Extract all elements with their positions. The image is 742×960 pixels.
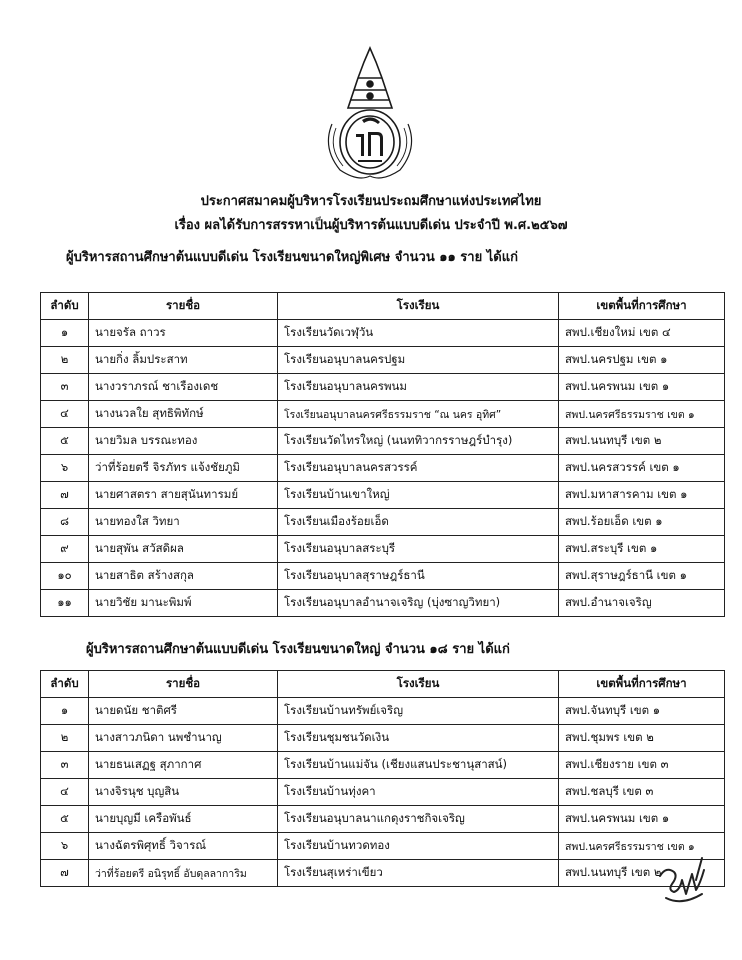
table-row [41,536,725,563]
signature [652,854,716,908]
row-no: ๔ [41,779,89,806]
row-school: โรงเรียนสุเหร่าเขียว [278,860,559,887]
col-header-school: โรงเรียน [278,671,559,698]
row-name: ว่าที่ร้อยตรี จิรภัทร แจ้งชัยภูมิ [89,455,278,482]
table-header-row [41,671,725,698]
table-row [41,482,725,509]
row-no: ๘ [41,509,89,536]
row-no: ๑๐ [41,563,89,590]
col-header-area: เขตพื้นที่การศึกษา [559,671,725,698]
row-no: ๕ [41,428,89,455]
table-row [41,806,725,833]
table-row [41,320,725,347]
row-area: สพป.นนทบุรี เขต ๒ [559,860,725,887]
row-school: โรงเรียนบ้านแม่จัน (เชียงแสนประชานุสาสน์) [278,752,559,779]
row-name: ว่าที่ร้อยตรี อนิรุทธิ์ อับดุลลาการิม [89,860,278,887]
row-no: ๑ [41,320,89,347]
table-row [41,455,725,482]
row-name: นางจิรนุช บุญสิน [89,779,278,806]
row-no: ๗ [41,860,89,887]
row-area: สพป.นครสวรรค์ เขต ๑ [559,455,725,482]
row-no: ๙ [41,536,89,563]
row-no: ๔ [41,401,89,428]
row-no: ๗ [41,482,89,509]
row-no: ๑๑ [41,590,89,617]
row-name: นางฉัตรพิศุทธิ์ วิจารณ์ [89,833,278,860]
row-school: โรงเรียนอนุบาลนครศรีธรรมราช “ณ นคร อุทิศ” [278,401,559,428]
col-header-no: ลำดับ [41,671,89,698]
col-header-name: รายชื่อ [89,671,278,698]
row-no: ๒ [41,725,89,752]
table-row [41,590,725,617]
table-row [41,725,725,752]
section1-title: ผู้บริหารสถานศึกษาต้นแบบดีเด่น โรงเรียนขนาดใหญ่พิเศษ จำนวน ๑๑ ราย ได้แก่ [66,250,518,265]
row-school: โรงเรียนวัดไทรใหญ่ (นนททิวากรราษฎร์บำรุง) [278,428,559,455]
row-no: ๑ [41,698,89,725]
row-name: นายธนเสฏฐ สุภากาศ [89,752,278,779]
row-name: นางนวลใย สุทธิพิทักษ์ [89,401,278,428]
section2-title: ผู้บริหารสถานศึกษาต้นแบบดีเด่น โรงเรียนขนาดใหญ่ จำนวน ๑๘ ราย ได้แก่ [86,642,510,657]
row-school: โรงเรียนบ้านทรัพย์เจริญ [278,698,559,725]
row-no: ๒ [41,347,89,374]
col-header-name: รายชื่อ [89,293,278,320]
row-name: นายวิมล บรรณะทอง [89,428,278,455]
row-area: สพป.เชียงราย เขต ๓ [559,752,725,779]
row-name: นายบุญมี เครือพันธ์ [89,806,278,833]
row-no: ๓ [41,374,89,401]
table-row [41,698,725,725]
col-header-school: โรงเรียน [278,293,559,320]
row-name: นายวิชัย มานะพิมพ์ [89,590,278,617]
table-row [41,752,725,779]
row-name: นายจรัล ถาวร [89,320,278,347]
row-name: นายทองใส วิทยา [89,509,278,536]
row-area: สพป.จันทบุรี เขต ๑ [559,698,725,725]
row-area: สพป.ร้อยเอ็ด เขต ๑ [559,509,725,536]
row-area: สพป.เชียงใหม่ เขต ๔ [559,320,725,347]
row-school: โรงเรียนเมืองร้อยเอ็ด [278,509,559,536]
announcement-subject: เรื่อง ผลได้รับการสรรหาเป็นผู้บริหารต้นแบบดีเด่น ประจำปี พ.ศ.๒๕๖๗ [174,218,568,233]
row-name: นางวราภรณ์ ชาเรืองเดช [89,374,278,401]
table-row [41,374,725,401]
row-school: โรงเรียนอนุบาลอำนาจเจริญ (บุ่งซาญวิทยา) [278,590,559,617]
section1-table [40,292,725,617]
row-no: ๖ [41,833,89,860]
row-no: ๕ [41,806,89,833]
row-school: โรงเรียนบ้านทุ่งคา [278,779,559,806]
row-area: สพป.มหาสารคาม เขต ๑ [559,482,725,509]
row-area: สพป.นครปฐม เขต ๑ [559,347,725,374]
row-name: นายดนัย ชาติศรี [89,698,278,725]
row-no: ๖ [41,455,89,482]
row-school: โรงเรียนวัดเวฬุวัน [278,320,559,347]
row-school: โรงเรียนชุมชนวัดเงิน [278,725,559,752]
row-school: โรงเรียนอนุบาลสุราษฎร์ธานี [278,563,559,590]
table-row [41,860,725,887]
row-school: โรงเรียนอนุบาลสระบุรี [278,536,559,563]
table-row [41,779,725,806]
row-name: นางสาวภนิดา นพชำนาญ [89,725,278,752]
row-area: สพป.นครพนม เขต ๑ [559,806,725,833]
row-school: โรงเรียนอนุบาลนครพนม [278,374,559,401]
row-school: โรงเรียนบ้านทวดทอง [278,833,559,860]
row-area: สพป.นครศรีธรรมราช เขต ๑ [559,833,725,860]
row-no: ๓ [41,752,89,779]
row-name: นายสาธิต สร้างสกุล [89,563,278,590]
row-school: โรงเรียนอนุบาลนครปฐม [278,347,559,374]
row-name: นายศาสตรา สายสุนันทารมย์ [89,482,278,509]
association-logo [318,44,422,182]
row-name: นายสุพัน สวัสดิผล [89,536,278,563]
table-row [41,428,725,455]
table-row [41,401,725,428]
table-row [41,509,725,536]
table-row [41,563,725,590]
col-header-no: ลำดับ [41,293,89,320]
row-area: สพป.ชลบุรี เขต ๓ [559,779,725,806]
table-header-row [41,293,725,320]
section2-table [40,670,725,887]
row-school: โรงเรียนอนุบาลนาแกดุงราชกิจเจริญ [278,806,559,833]
table-row [41,347,725,374]
row-school: โรงเรียนบ้านเขาใหญ่ [278,482,559,509]
col-header-area: เขตพื้นที่การศึกษา [559,293,725,320]
announcement-title: ประกาศสมาคมผู้บริหารโรงเรียนประถมศึกษาแห่งประเทศไทย [200,194,542,209]
row-area: สพป.สุราษฎร์ธานี เขต ๑ [559,563,725,590]
row-name: นายกิ่ง ลิ้มประสาท [89,347,278,374]
row-area: สพป.นนทบุรี เขต ๒ [559,428,725,455]
row-school: โรงเรียนอนุบาลนครสวรรค์ [278,455,559,482]
table-row [41,833,725,860]
row-area: สพป.ชุมพร เขต ๒ [559,725,725,752]
row-area: สพป.นครพนม เขต ๑ [559,374,725,401]
row-area: สพป.สระบุรี เขต ๑ [559,536,725,563]
row-area: สพป.นครศรีธรรมราช เขต ๑ [559,401,725,428]
row-area: สพป.อำนาจเจริญ [559,590,725,617]
